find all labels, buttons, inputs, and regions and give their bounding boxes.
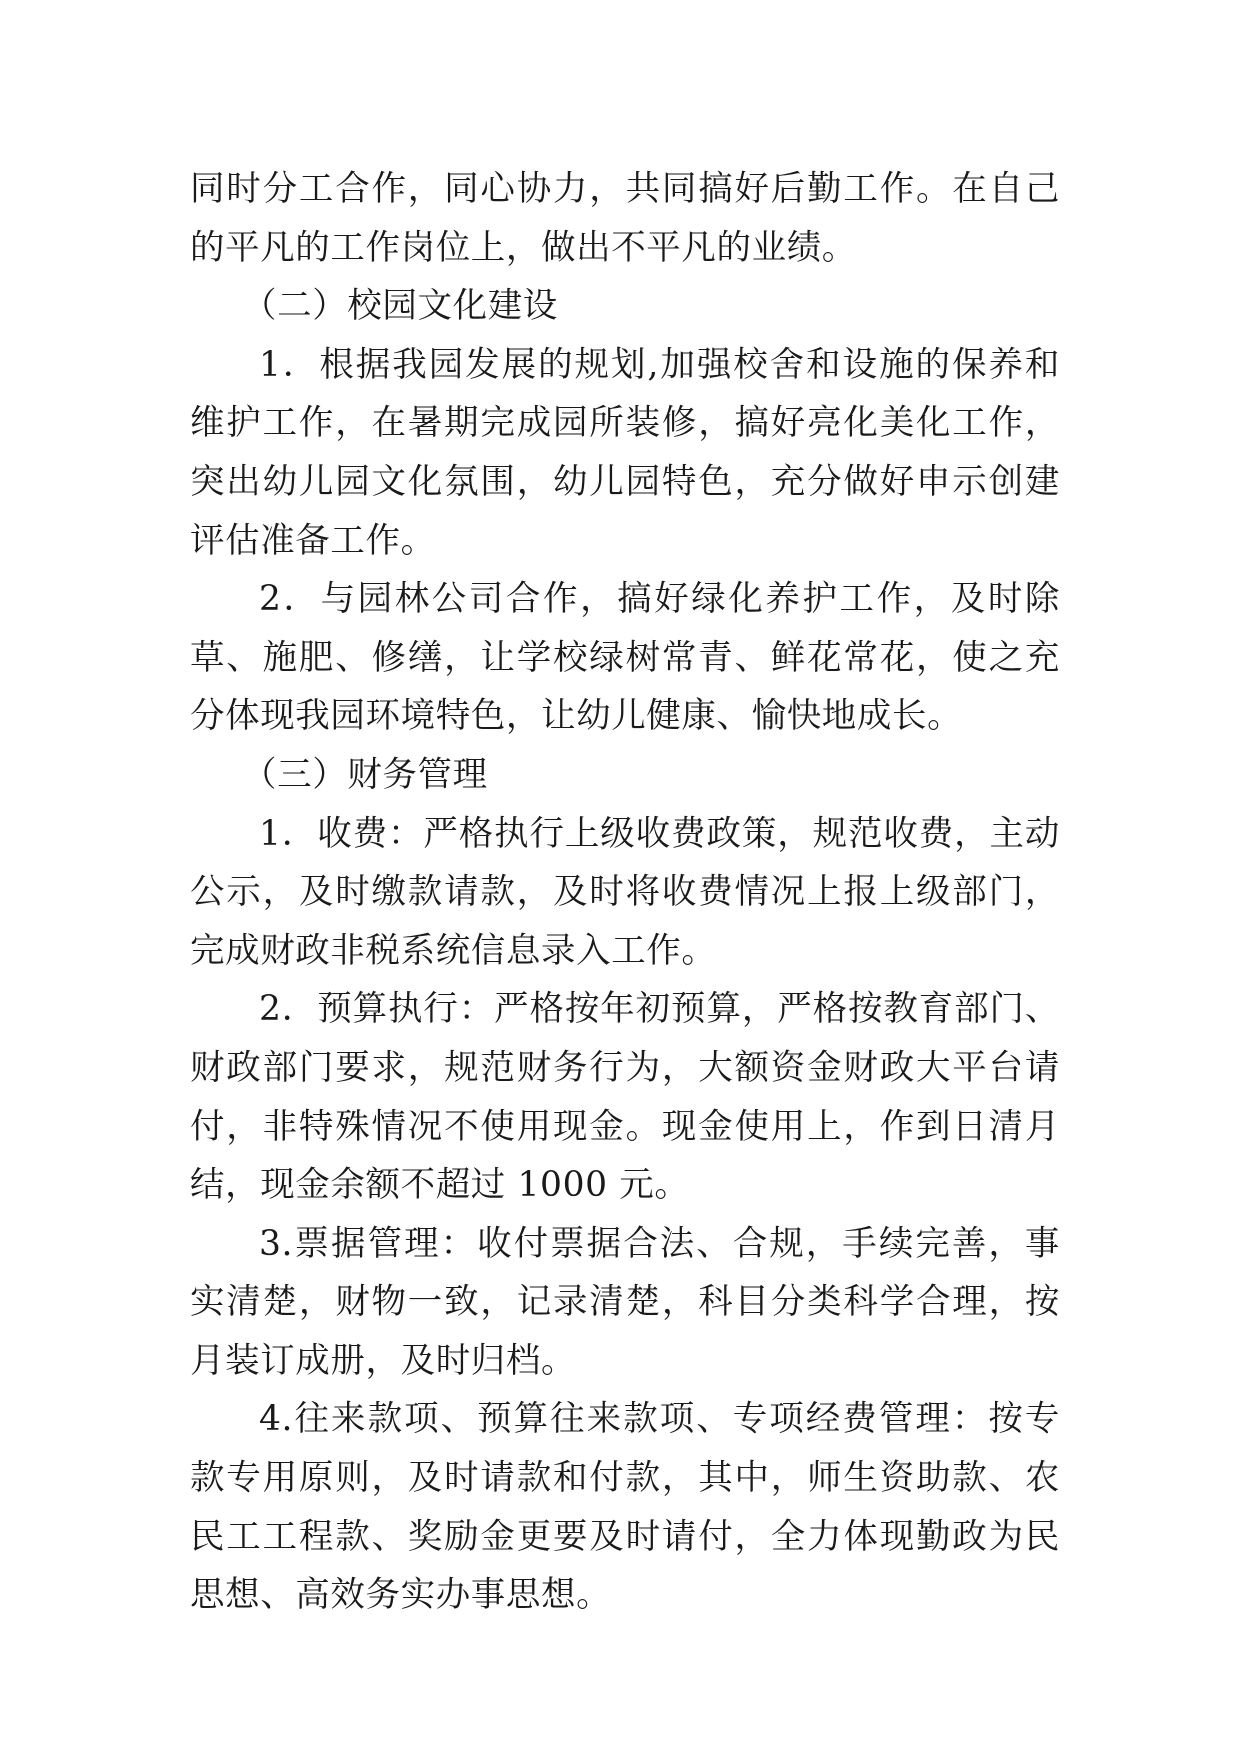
paragraph-finance-accounts: 4.往来款项、预算往来款项、专项经费管理：按专款专用原则，及时请款和付款，其中，师生资助款、农民工工程款、奖励金更要及时请付，全力体现勤政为民思想、高效务实办事思想。	[190, 1399, 1060, 1616]
paragraph-campus-culture-1: 1．根据我园发展的规划,加强校舍和设施的保养和维护工作，在暑期完成园所装修，搞好亮化美化工作，突出幼儿园文化氛围，幼儿园特色，充分做好申示创建评估准备工作。	[190, 344, 1060, 561]
paragraph-campus-culture-2: 2．与园林公司合作，搞好绿化养护工作，及时除草、施肥、修缮，让学校绿树常青、鲜花常花，使之充分体现我园环境特色，让幼儿健康、愉快地成长。	[190, 579, 1060, 737]
paragraph-finance-budget: 2．预算执行：严格按年初预算，严格按教育部门、财政部门要求，规范财务行为，大额资金财政大平台请付，非特殊情况不使用现金。现金使用上，作到日清月结，现金余额不超过 1000 元。	[190, 989, 1060, 1206]
document-body	[190, 160, 1060, 1625]
section-heading-finance: （三）财务管理	[242, 754, 488, 795]
section-heading-campus-culture: （二）校园文化建设	[242, 286, 558, 327]
paragraph-finance-fees: 1．收费：严格执行上级收费政策，规范收费，主动公示，及时缴款请款，及时将收费情况上报上级部门，完成财政非税系统信息录入工作。	[190, 813, 1060, 971]
paragraph-finance-receipts: 3.票据管理：收付票据合法、合规，手续完善，事实清楚，财物一致，记录清楚，科目分类科学合理，按月装订成册，及时归档。	[190, 1223, 1060, 1381]
paragraph-continuation: 同时分工合作，同心协力，共同搞好后勤工作。在自己的平凡的工作岗位上，做出不平凡的业绩。	[190, 169, 1060, 268]
